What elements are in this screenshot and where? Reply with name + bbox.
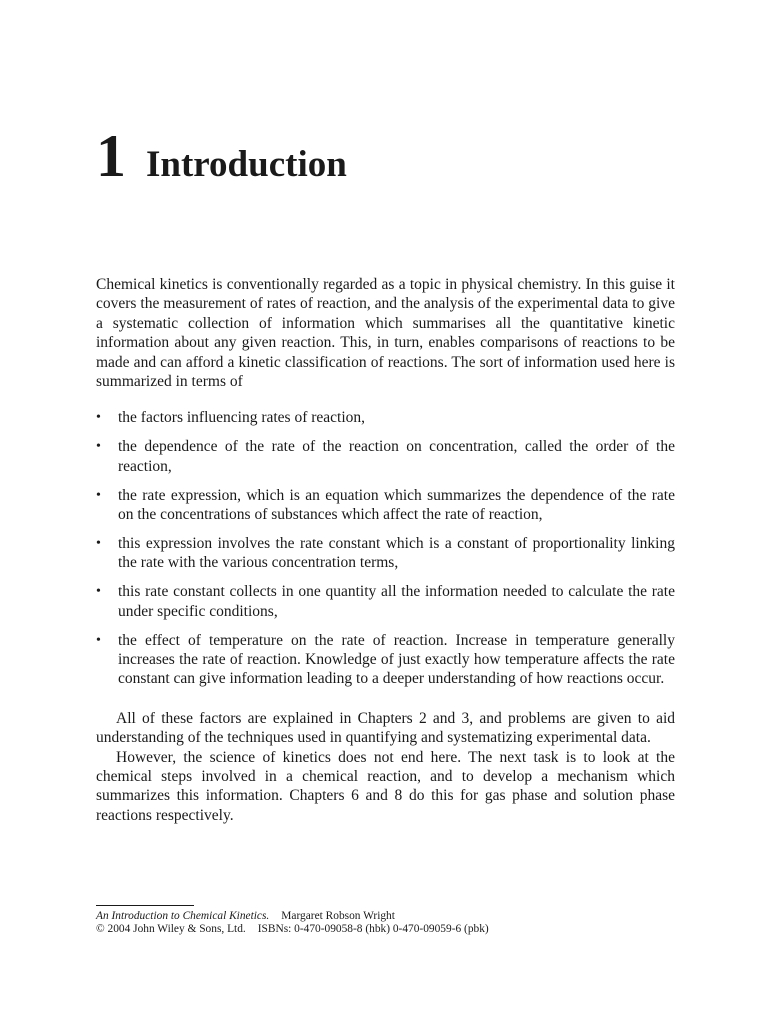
author-name: Margaret Robson Wright [281,910,395,922]
list-item [96,408,675,427]
paragraph-mechanism: However, the science of kinetics does not end here. The next task is to look at the chemical steps involved in a chemical reaction, and to develop a mechanism which summarizes this information. Chapters 6 and 8 do this for gas phase and solution phase reactions respectively. [96,748,675,824]
body-text [96,275,675,825]
bullet-icon: • [96,584,101,600]
chapter-heading [96,123,347,189]
bullet-icon: • [96,410,101,426]
chapter-number: 1 [96,123,126,189]
list-item [96,631,675,689]
bullet-icon: • [96,439,101,455]
footnote-divider [96,905,194,906]
list-item-text: this expression involves the rate constant which is a constant of proportionality linking the rate with the various concentration terms, [118,534,675,572]
list-item [96,437,675,476]
intro-paragraph: Chemical kinetics is conventionally regarded as a topic in physical chemistry. In this guise it covers the measurement of rates of reaction, and the analysis of the experimental data to give a systematic collection of information which summarises all the quantitative kinetic information about any given reaction. This, in turn, enables comparisons of reactions to be made and can afford a kinetic classification of reactions. The sort of information used here is summarized in terms of [96,276,675,391]
paragraph-chapters-2-3: All of these factors are explained in Chapters 2 and 3, and problems are given to aid understanding of the techniques used in quantifying and systematizing experimental data. [96,709,675,747]
bullet-icon: • [96,632,101,648]
list-item-text: the factors influencing rates of reaction, [118,409,366,427]
footnote-line-2 [96,923,489,936]
footnote [96,910,489,936]
bullet-icon: • [96,535,101,551]
chapter-title: Introduction [146,144,347,185]
footnote-line-1 [96,910,489,923]
copyright-notice: © 2004 John Wiley & Sons, Ltd. [96,923,246,935]
list-item-text: the dependence of the rate of the reaction on concentration, called the order of the reaction, [118,438,675,475]
list-item [96,534,675,573]
list-item [96,486,675,525]
book-title: An Introduction to Chemical Kinetics. [96,910,270,922]
bullet-list [96,408,675,688]
list-item-text: the rate expression, which is an equation which summarizes the dependence of the rate on the concentrations of substances which affect the rate of reaction, [118,486,675,524]
list-item [96,582,675,621]
list-item-text: the effect of temperature on the rate of reaction. Increase in temperature generally increases the rate of reaction. Knowledge of just exactly how temperature affects the rate constant can give information leading to a deeper understanding of how reactions occur. [118,631,675,688]
bullet-icon: • [96,487,101,503]
isbn-numbers: ISBNs: 0-470-09058-8 (hbk) 0-470-09059-6 (pbk) [257,923,489,935]
list-item-text: this rate constant collects in one quantity all the information needed to calculate the rate under specific conditions, [118,583,675,620]
